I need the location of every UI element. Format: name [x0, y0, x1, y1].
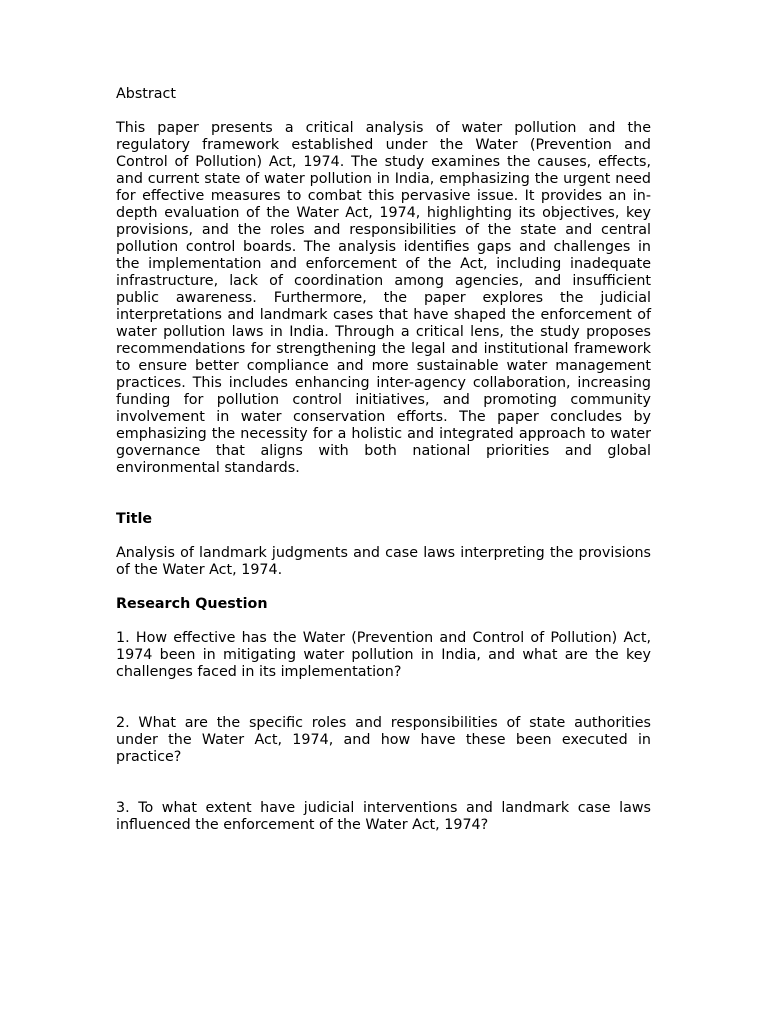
abstract-heading: Abstract: [116, 86, 177, 102]
title-heading: Title: [116, 511, 153, 527]
document-page: [116, 86, 651, 834]
research-question-2: 2. What are the specific roles and responsibilities of state authorities under the Water Act, 1974, and how have these been executed in practice?: [116, 715, 651, 765]
research-question-3: 3. To what extent have judicial interventions and landmark case laws influenced the enforcement of the Water Act, 1974?: [116, 800, 651, 833]
research-question-1: 1. How effective has the Water (Prevention and Control of Pollution) Act, 1974 been in mitigating water pollution in India, and what are the key challenges faced in its implementation?: [116, 630, 651, 680]
research-question-heading: Research Question: [116, 596, 268, 612]
title-text: Analysis of landmark judgments and case laws interpreting the provisions of the Water Act, 1974.: [116, 545, 651, 578]
abstract-text: This paper presents a critical analysis of water pollution and the regulatory framework established under the Water (Prevention and Control of Pollution) Act, 1974. The study examines the causes, effects, and current state of water pollution in India, emphasizing the urgent need for effective measures to combat this pervasive issue. It provides an in-depth evaluation of the Water Act, 1974, highlighting its objectives, key provisions, and the roles and responsibilities of the state and central pollution control boards. The analysis identifies gaps and challenges in the implementation and enforcement of the Act, including inadequate infrastructure, lack of coordination among agencies, and insufficient public awareness. Furthermore, the paper explores the judicial interpretations and landmark cases that have shaped the enforcement of water pollution laws in India. Through a critical lens, the study proposes recommendations for strengthening the legal and institutional framework to ensure better compliance and more sustainable water management practices. This includes enhancing inter-agency collaboration, increasing funding for pollution control initiatives, and promoting community involvement in water conservation efforts. The paper concludes by emphasizing the necessity for a holistic and integrated approach to water governance that aligns with both national priorities and global environmental standards.: [116, 120, 651, 476]
